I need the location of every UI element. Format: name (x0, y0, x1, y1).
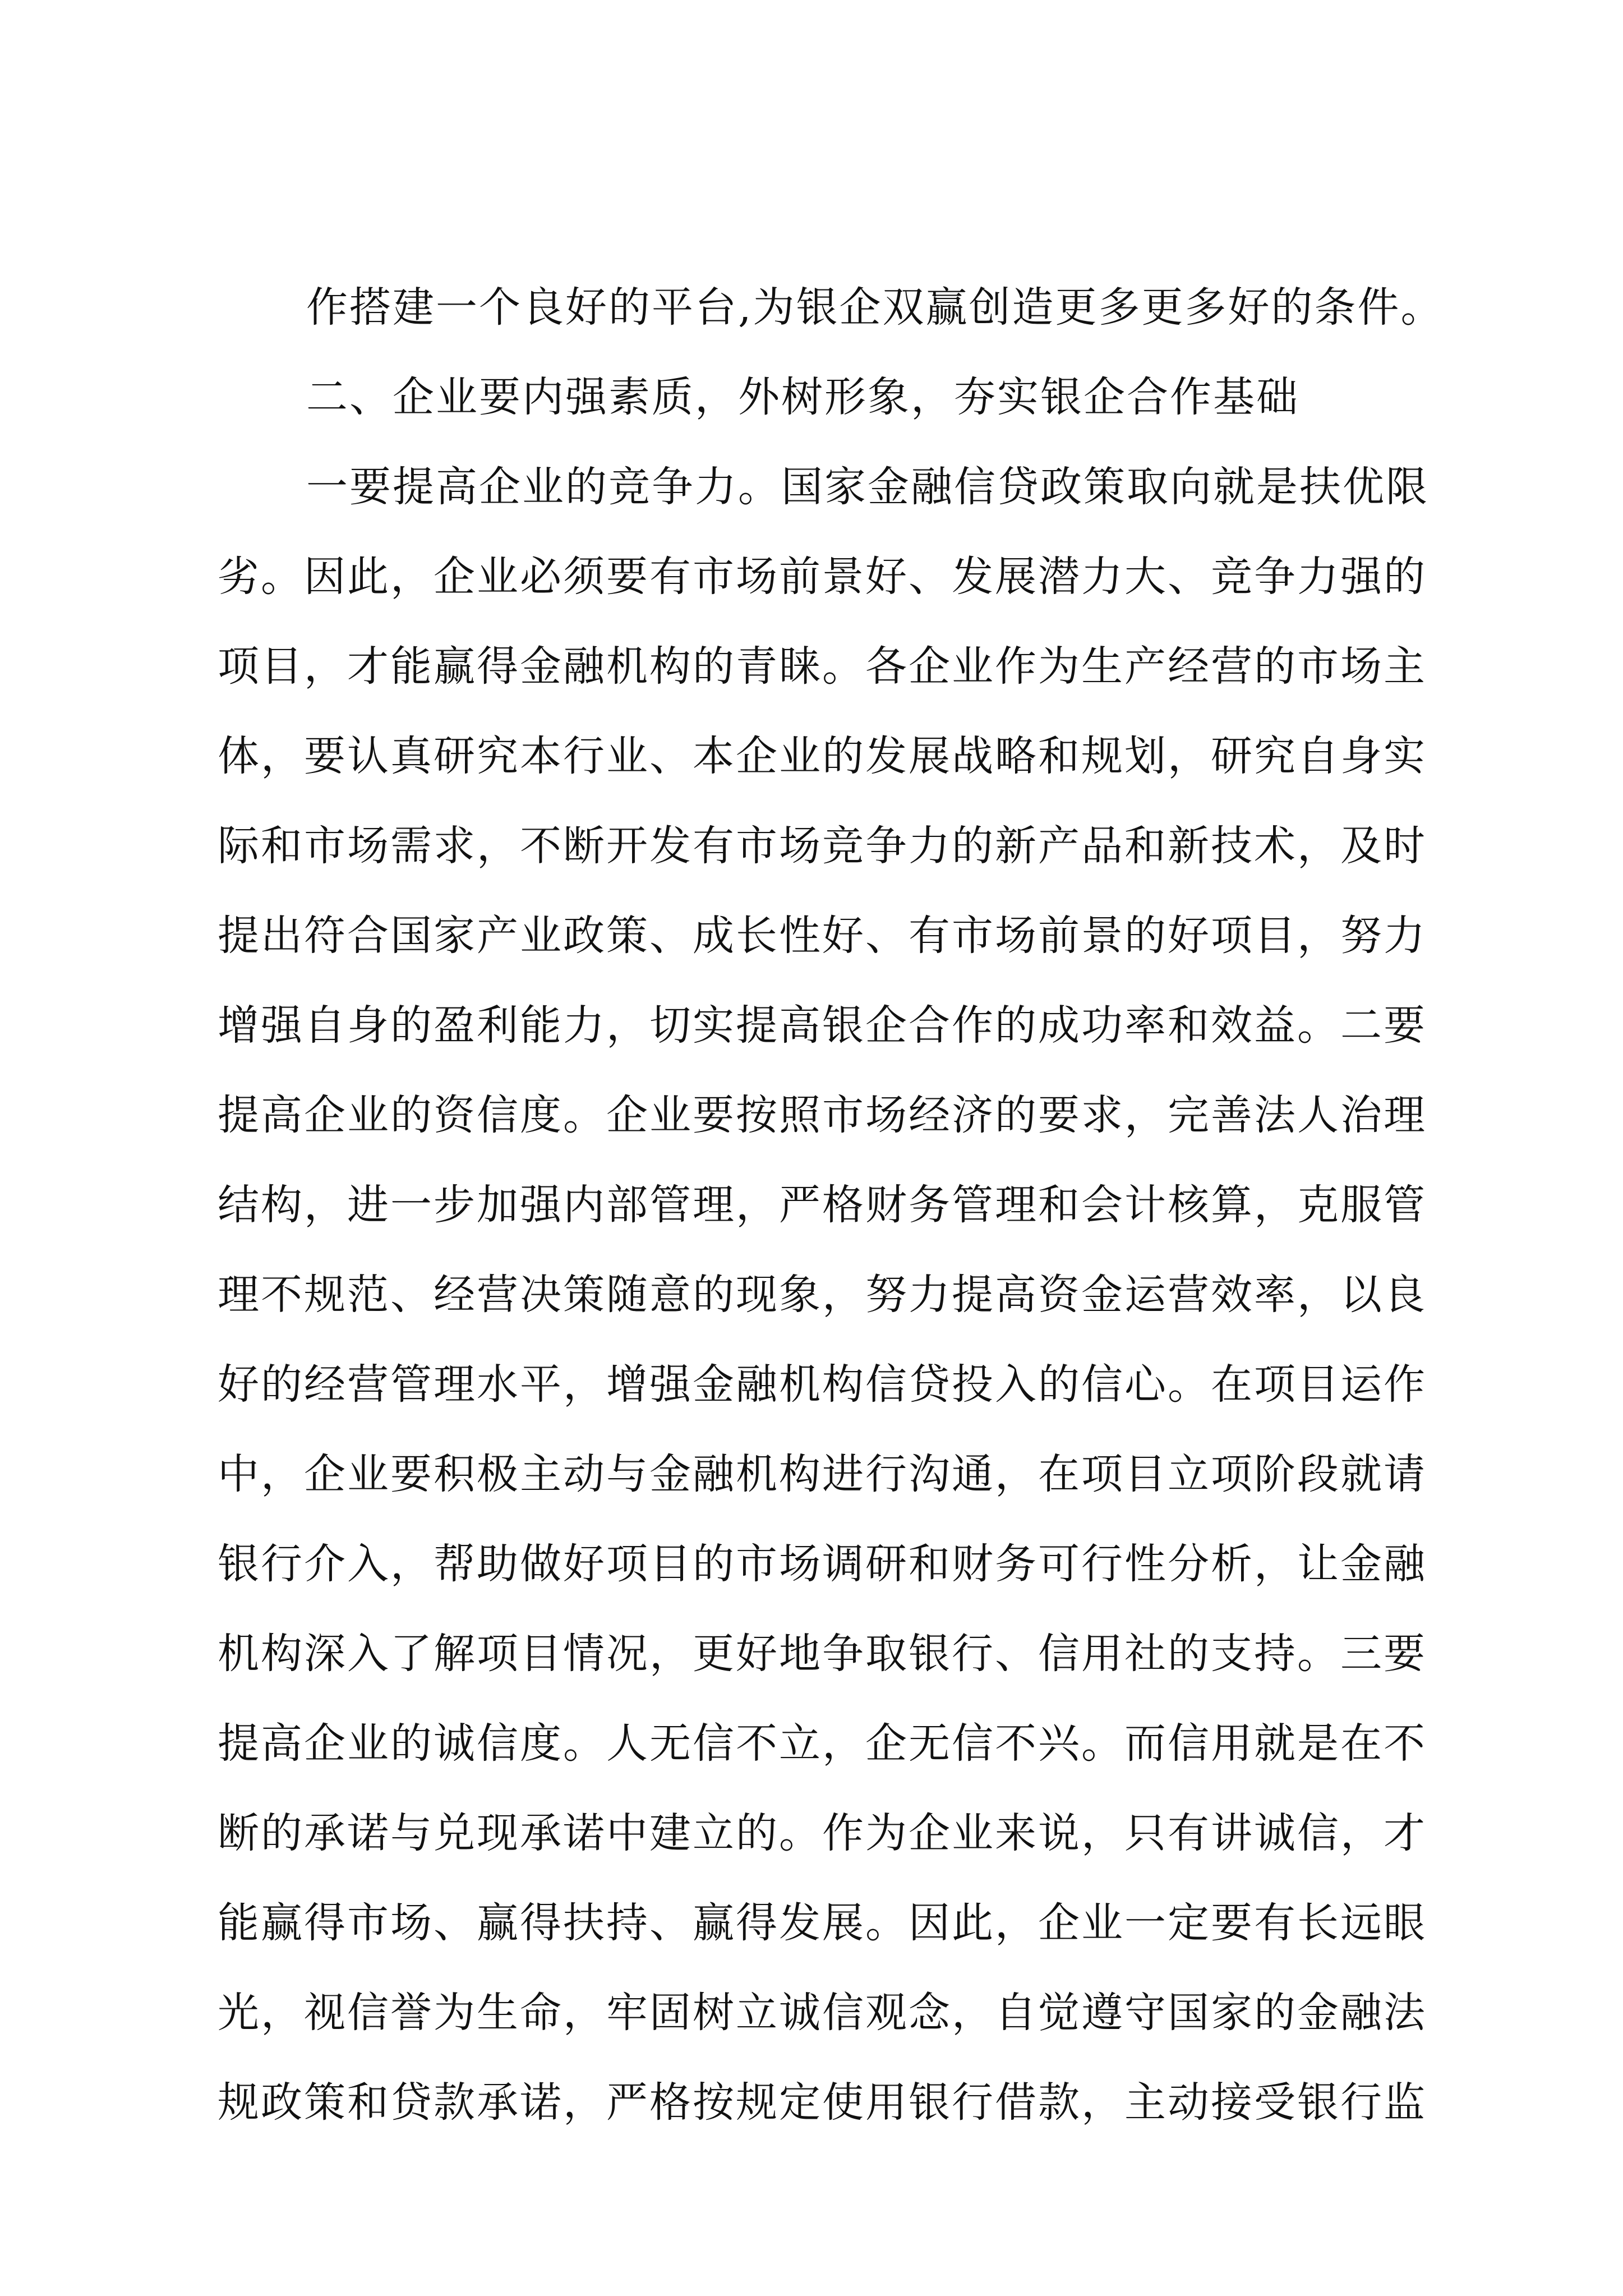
paragraph-line: 能赢得市场、赢得扶持、赢得发展。因此，企业一定要有长远眼 (218, 1899, 1427, 1947)
section-heading: 二、企业要内强素质，外树形象，夯实银企合作基础 (306, 373, 1299, 421)
paragraph-line: 结构，进一步加强内部管理，严格财务管理和会计核算，克服管 (218, 1181, 1427, 1229)
paragraph-line: 提高企业的资信度。企业要按照市场经济的要求，完善法人治理 (218, 1091, 1427, 1139)
paragraph-line: 增强自身的盈利能力，切实提高银企合作的成功率和效益。二要 (218, 1001, 1427, 1050)
paragraph-line: 中，企业要积极主动与金融机构进行沟通，在项目立项阶段就请 (218, 1450, 1427, 1498)
paragraph-line: 机构深入了解项目情况，更好地争取银行、信用社的支持。三要 (218, 1630, 1427, 1678)
paragraph-line: 际和市场需求，不断开发有市场竞争力的新产品和新技术，及时 (218, 822, 1427, 870)
paragraph-line: 好的经营管理水平，增强金融机构信贷投入的信心。在项目运作 (218, 1360, 1427, 1409)
paragraph-line: 理不规范、经营决策随意的现象，努力提高资金运营效率，以良 (218, 1271, 1427, 1319)
paragraph-line: 劣。因此，企业必须要有市场前景好、发展潜力大、竞争力强的 (218, 553, 1427, 601)
paragraph-line: 光，视信誉为生命，牢固树立诚信观念，自觉遵守国家的金融法 (218, 1989, 1427, 2037)
paragraph-line: 一要提高企业的竞争力。国家金融信贷政策取向就是扶优限 (306, 463, 1429, 511)
paragraph-line: 作搭建一个良好的平台,为银企双赢创造更多更多好的条件。 (306, 283, 1444, 332)
paragraph-line: 提高企业的诚信度。人无信不立，企无信不兴。而信用就是在不 (218, 1719, 1427, 1768)
paragraph-line: 断的承诺与兑现承诺中建立的。作为企业来说，只有讲诚信，才 (218, 1809, 1427, 1857)
paragraph-line: 体，要认真研究本行业、本企业的发展战略和规划，研究自身实 (218, 732, 1427, 780)
paragraph-line: 规政策和贷款承诺，严格按规定使用银行借款，主动接受银行监 (218, 2078, 1427, 2127)
paragraph-line: 项目，才能赢得金融机构的青睐。各企业作为生产经营的市场主 (218, 642, 1427, 691)
paragraph-line: 提出符合国家产业政策、成长性好、有市场前景的好项目，努力 (218, 912, 1427, 960)
paragraph-line: 银行介入，帮助做好项目的市场调研和财务可行性分析，让金融 (218, 1540, 1427, 1588)
